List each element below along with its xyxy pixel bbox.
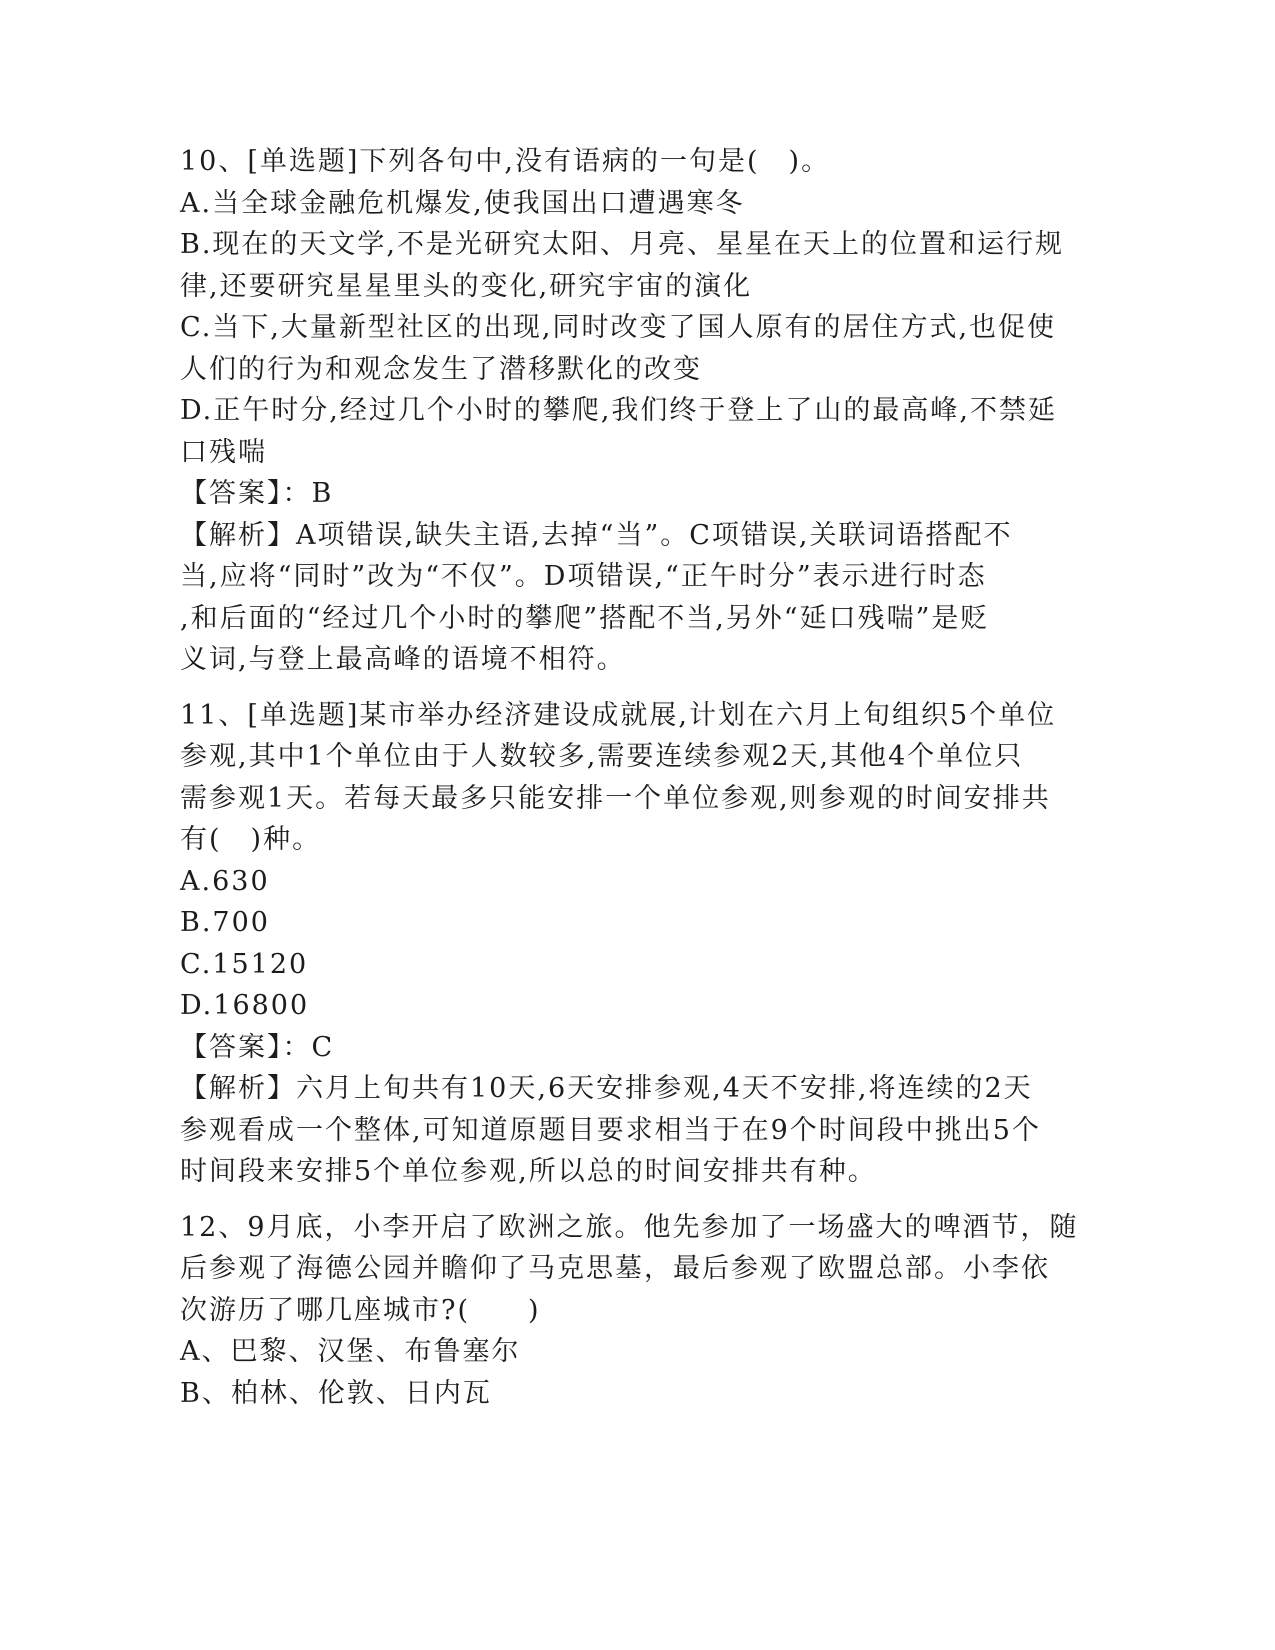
question-10: [180, 141, 1065, 681]
option-a: A.当全球金融危机爆发,使我国出口遭遇寒冬: [180, 187, 745, 219]
question-stem-continued: 参观,其中1个单位由于人数较多,需要连续参观2天,其他4个单位只: [180, 741, 1024, 772]
question-spacer: [180, 1193, 1040, 1207]
question-stem: 11、[单选题]某市举办经济建设成就展,计划在六月上旬组织5个单位: [180, 699, 1057, 731]
option-c-continued: 人们的行为和观念发生了潜移默化的改变: [180, 353, 702, 385]
analysis-continued: 时间段来安排5个单位参观,所以总的时间安排共有种。: [180, 1156, 877, 1187]
option-b-continued: 律,还要研究星星里头的变化,研究宇宙的演化: [180, 270, 753, 302]
analysis-continued: ,和后面的“经过几个小时的攀爬”搭配不当,另外“延口残喘”是贬: [180, 602, 990, 634]
option-b: B.现在的天文学,不是光研究太阳、月亮、星星在天上的位置和运行规: [180, 229, 1065, 260]
option-d: D.16800: [180, 990, 310, 1021]
option-b: B、柏林、伦敦、日内瓦: [180, 1377, 492, 1409]
question-stem: 10、[单选题]下列各句中,没有语病的一句是( )。: [180, 146, 831, 177]
question-stem-continued: 次游历了哪几座城市?( ): [180, 1294, 541, 1326]
question-stem-continued: 后参观了海德公园并瞻仰了马克思墓，最后参观了欧盟总部。小李依: [180, 1253, 1050, 1284]
question-11: [180, 695, 1057, 1193]
question-stem-continued: 有( )种。: [180, 824, 322, 855]
option-d-continued: 口残喘: [180, 436, 267, 468]
option-a: A、巴黎、汉堡、布鲁塞尔: [180, 1336, 521, 1367]
answer: 【答案】：C: [180, 1031, 335, 1063]
question-12: [180, 1207, 1079, 1415]
option-d: D.正午时分,经过几个小时的攀爬,我们终于登上了山的最高峰,不禁延: [180, 395, 1058, 426]
option-b: B.700: [180, 907, 270, 938]
analysis: 【解析】六月上旬共有10天,6天安排参观,4天不安排,将连续的2天: [180, 1073, 1033, 1104]
analysis-continued: 当,应将“同时”改为“不仅”。D项错误,“正午时分”表示进行时态: [180, 561, 987, 592]
question-spacer: [180, 681, 1040, 695]
answer: 【答案】：B: [180, 478, 334, 509]
analysis-continued: 义词,与登上最高峰的语境不相符。: [180, 644, 626, 675]
option-c: C.15120: [180, 948, 309, 980]
analysis: 【解析】A项错误,缺失主语,去掉“当”。C项错误,关联词语搭配不: [180, 519, 1013, 551]
document-page: [180, 141, 1079, 1414]
option-a: A.630: [180, 865, 270, 897]
question-stem-continued: 需参观1天。若每天最多只能安排一个单位参观,则参观的时间安排共: [180, 782, 1051, 814]
question-stem: 12、9月底，小李开启了欧洲之旅。他先参加了一场盛大的啤酒节，随: [180, 1211, 1079, 1243]
analysis-continued: 参观看成一个整体,可知道原题目要求相当于在9个时间段中挑出5个: [180, 1114, 1041, 1146]
option-c: C.当下,大量新型社区的出现,同时改变了国人原有的居住方式,也促使: [180, 312, 1057, 343]
